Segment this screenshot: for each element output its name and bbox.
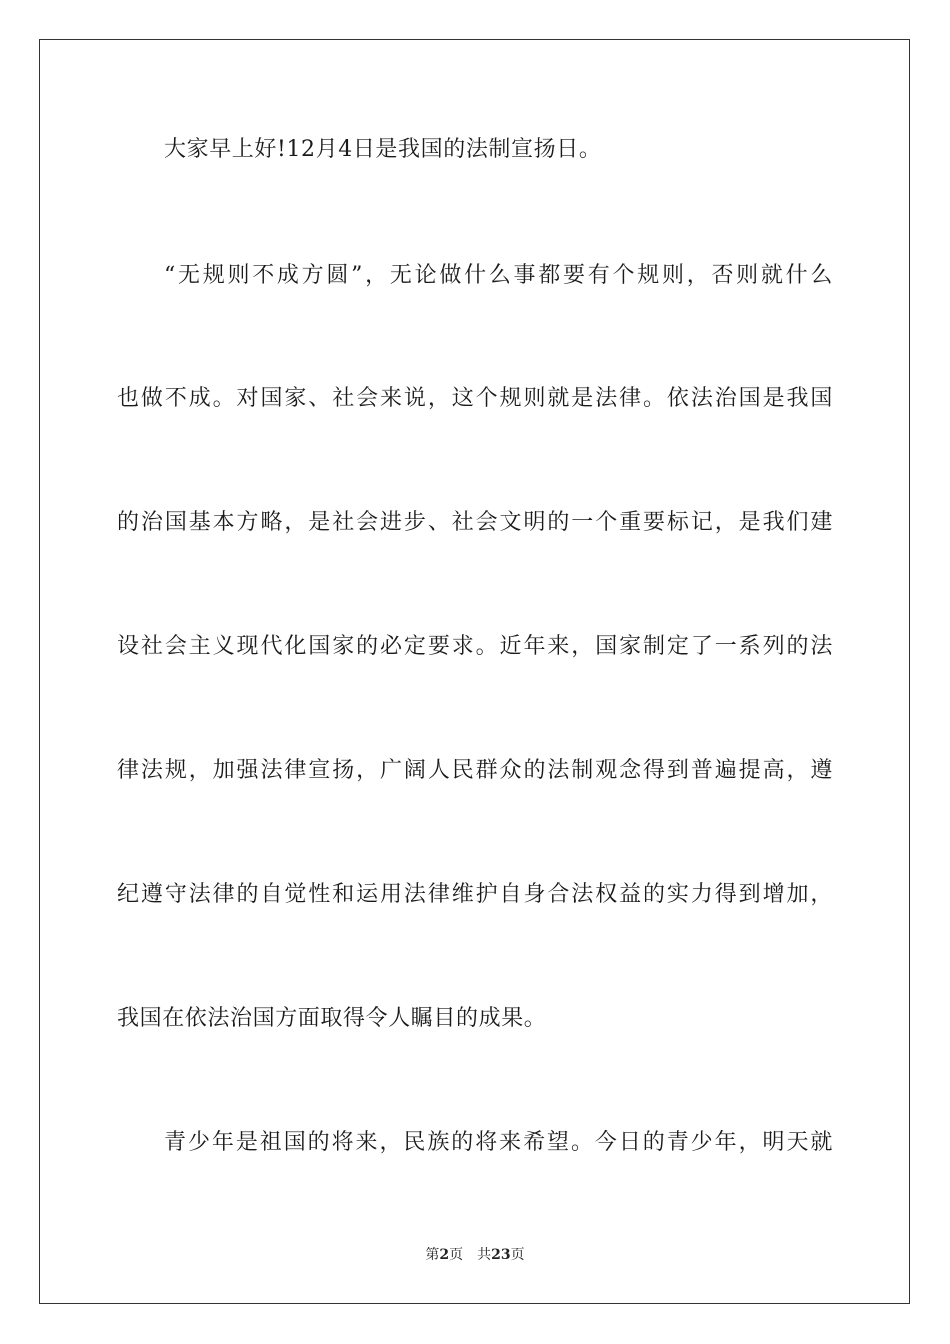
paragraph-line: 律法规，加强法律宣扬，广阔人民群众的法制观念得到普遍提高，遵	[117, 758, 833, 783]
page-border	[39, 39, 910, 1304]
paragraph-line: 大家早上好!12月4日是我国的法制宣扬日。	[164, 137, 602, 162]
page-footer	[0, 1246, 950, 1264]
paragraph-line: 设社会主义现代化国家的必定要求。近年来，国家制定了一系列的法	[117, 634, 833, 659]
paragraph-line: 我国在依法治国方面取得令人瞩目的成果。	[117, 1006, 547, 1031]
paragraph-line: 纪遵守法律的自觉性和运用法律维护自身合法权益的实力得到增加，	[117, 882, 833, 907]
page-suffix: 页	[449, 1247, 464, 1263]
paragraph-line: 也做不成。对国家、社会来说，这个规则就是法律。依法治国是我国	[117, 386, 833, 411]
paragraph-line: 青少年是祖国的将来，民族的将来希望。今日的青少年，明天就	[164, 1130, 833, 1155]
paragraph-line: 的治国基本方略，是社会进步、社会文明的一个重要标记，是我们建	[117, 510, 833, 535]
paragraph-line: “无规则不成方圆”，无论做什么事都要有个规则，否则就什么	[164, 263, 833, 288]
total-prefix: 共	[477, 1247, 492, 1263]
total-suffix: 页	[510, 1247, 525, 1263]
total-pages: 23	[491, 1247, 511, 1263]
page-number: 2	[439, 1247, 450, 1263]
page-prefix: 第	[425, 1247, 440, 1263]
